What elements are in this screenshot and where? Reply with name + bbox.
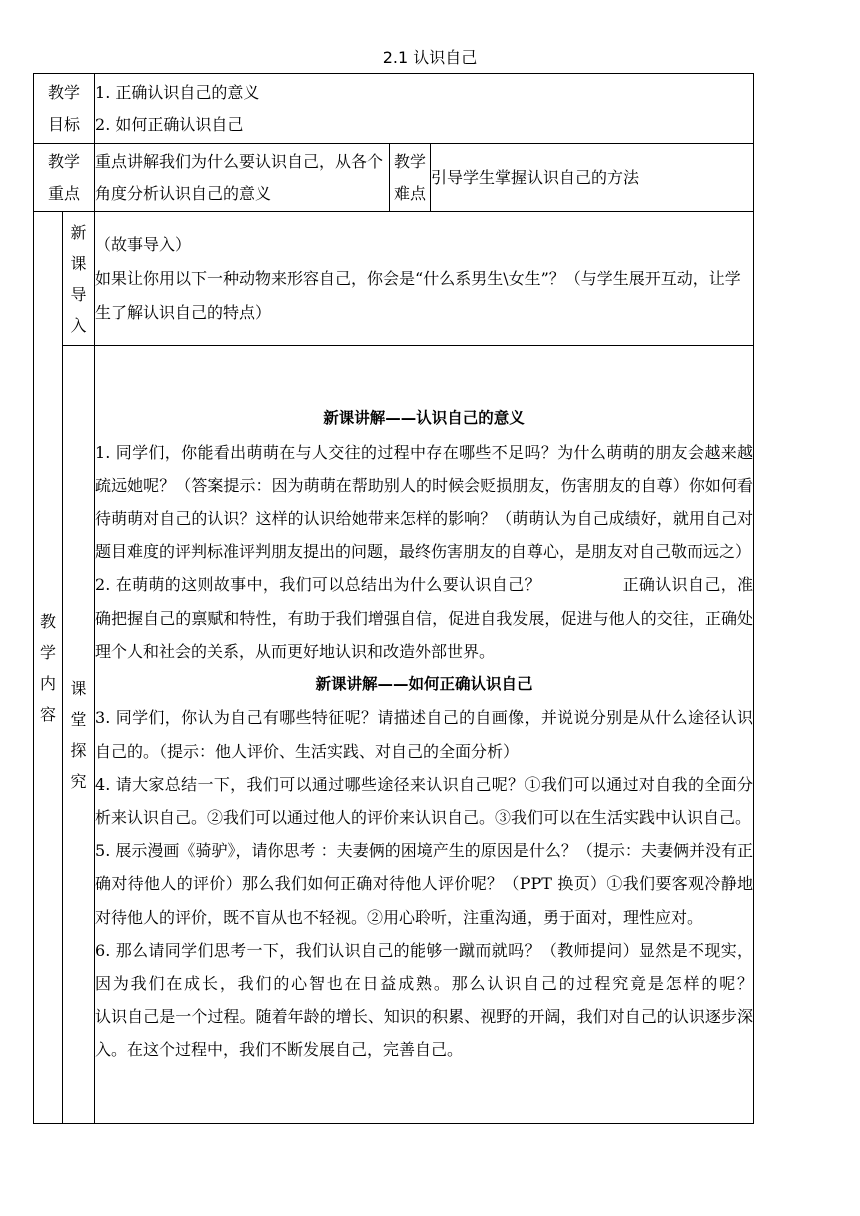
goal-item: 1. 正确认识自己的意义	[95, 82, 260, 102]
difficulty-label-line: 难点	[394, 183, 427, 203]
content-label-char: 容	[39, 704, 56, 724]
intro-row	[34, 212, 754, 346]
explore-label-char: 究	[70, 771, 87, 791]
focus-label-line: 教学	[48, 151, 81, 171]
paragraph: 1. 同学们，你能看出萌萌在与人交往的过程中存在哪些不足吗？为什么萌萌的朋友会越来越疏远她呢？（答案提示：因为萌萌在帮助别人的时候会贬损朋友，伤害朋友的自尊）你如何看待萌萌对自己的认识？这样的认识给她带来怎样的影响？（萌萌认为自己成绩好，就用自己对题目难度的评判标准评判朋友提出的问题，最终伤害朋友的自尊心，是朋友对自己敬而远之）	[95, 442, 754, 562]
intro-line: （故事导入）	[95, 234, 192, 254]
intro-label-char: 新	[70, 222, 87, 242]
intro-label-char: 入	[70, 315, 87, 335]
goals-row	[34, 74, 754, 144]
explore-label-char: 堂	[70, 709, 87, 729]
paragraph: 4. 请大家总结一下，我们可以通过哪些途径来认识自己呢？①我们可以通过对自我的全面分析来认识自己。②我们可以通过他人的评价来认识自己。③我们可以在生活实践中认识自己。	[95, 774, 754, 827]
focus-content: 重点讲解我们为什么要认识自己，从各个角度分析认识自己的意义	[95, 144, 390, 212]
explore-content	[95, 346, 834, 1124]
difficulty-content: 引导学生掌握认识自己的方法	[431, 144, 754, 212]
content-label-char: 教	[39, 611, 56, 631]
goals-label	[34, 74, 95, 144]
explore-row	[34, 346, 754, 1124]
explore-label-char: 探	[70, 740, 87, 760]
focus-label	[34, 144, 95, 212]
goals-content	[95, 74, 754, 144]
content-label-char: 学	[39, 642, 56, 662]
goal-item: 2. 如何正确认识自己	[95, 114, 244, 134]
goals-label-line: 目标	[48, 114, 81, 134]
focus-label-line: 重点	[48, 183, 81, 203]
intro-label	[63, 212, 95, 346]
explore-label	[63, 346, 95, 1124]
paragraph: 3. 同学们，你认为自己有哪些特征呢？请描述自己的自画像，并说说分别是从什么途径认识自己的。（提示：他人评价、生活实践、对自己的全面分析）	[95, 708, 754, 761]
intro-label-char: 课	[70, 253, 87, 273]
intro-content	[95, 212, 754, 346]
difficulty-label	[390, 144, 431, 212]
page-title: 2.1 认识自己	[382, 48, 478, 67]
section-heading: 新课讲解——如何正确认识自己	[315, 675, 533, 694]
lesson-plan-table	[33, 73, 834, 1124]
content-label	[34, 212, 63, 1124]
difficulty-label-line: 教学	[394, 151, 427, 171]
goals-label-line: 教学	[48, 82, 81, 102]
content-label-char: 内	[39, 673, 56, 693]
section-heading: 新课讲解——认识自己的意义	[323, 409, 525, 428]
paragraph: 6. 那么请同学们思考一下，我们认识自己的能够一蹴而就吗？（教师提问）显然是不现实，因为我们在成长，我们的心智也在日益成熟。那么认识自己的过程究竟是怎样的呢？ 认识自己是一个过程。随着年龄的增长、知识的积累、视野的开阔，我们对自己的认识逐步深入。在这个过程中，我们不断发展自己，完善自己。	[95, 940, 834, 1060]
intro-label-char: 导	[70, 284, 87, 304]
focus-row	[34, 144, 754, 212]
paragraph: 5. 展示漫画《骑驴》，请你思考 ：夫妻俩的困境产生的原因是什么？（提示：夫妻俩并没有正确对待他人的评价）那么我们如何正确对待他人评价呢？（PPT 换页）①我们要客观冷静地对待他人的评价，既不盲从也不轻视。②用心聆听，注重沟通，勇于面对，理性应对。	[95, 841, 754, 927]
explore-label-char: 课	[70, 678, 87, 698]
intro-line: 如果让你用以下一种动物来形容自己，你会是“什么系男生\女生”？（与学生展开互动，让学生了解认识自己的特点）	[95, 268, 741, 322]
paragraph: 2. 在萌萌的这则故事中，我们可以总结出为什么要认识自己？ 正确认识自己，准确把握自己的禀赋和特性，有助于我们增强自信，促进自我发展，促进与他人的交往，正确处理个人和社会的关系，从而更好地认识和改造外部世界。	[95, 575, 754, 661]
